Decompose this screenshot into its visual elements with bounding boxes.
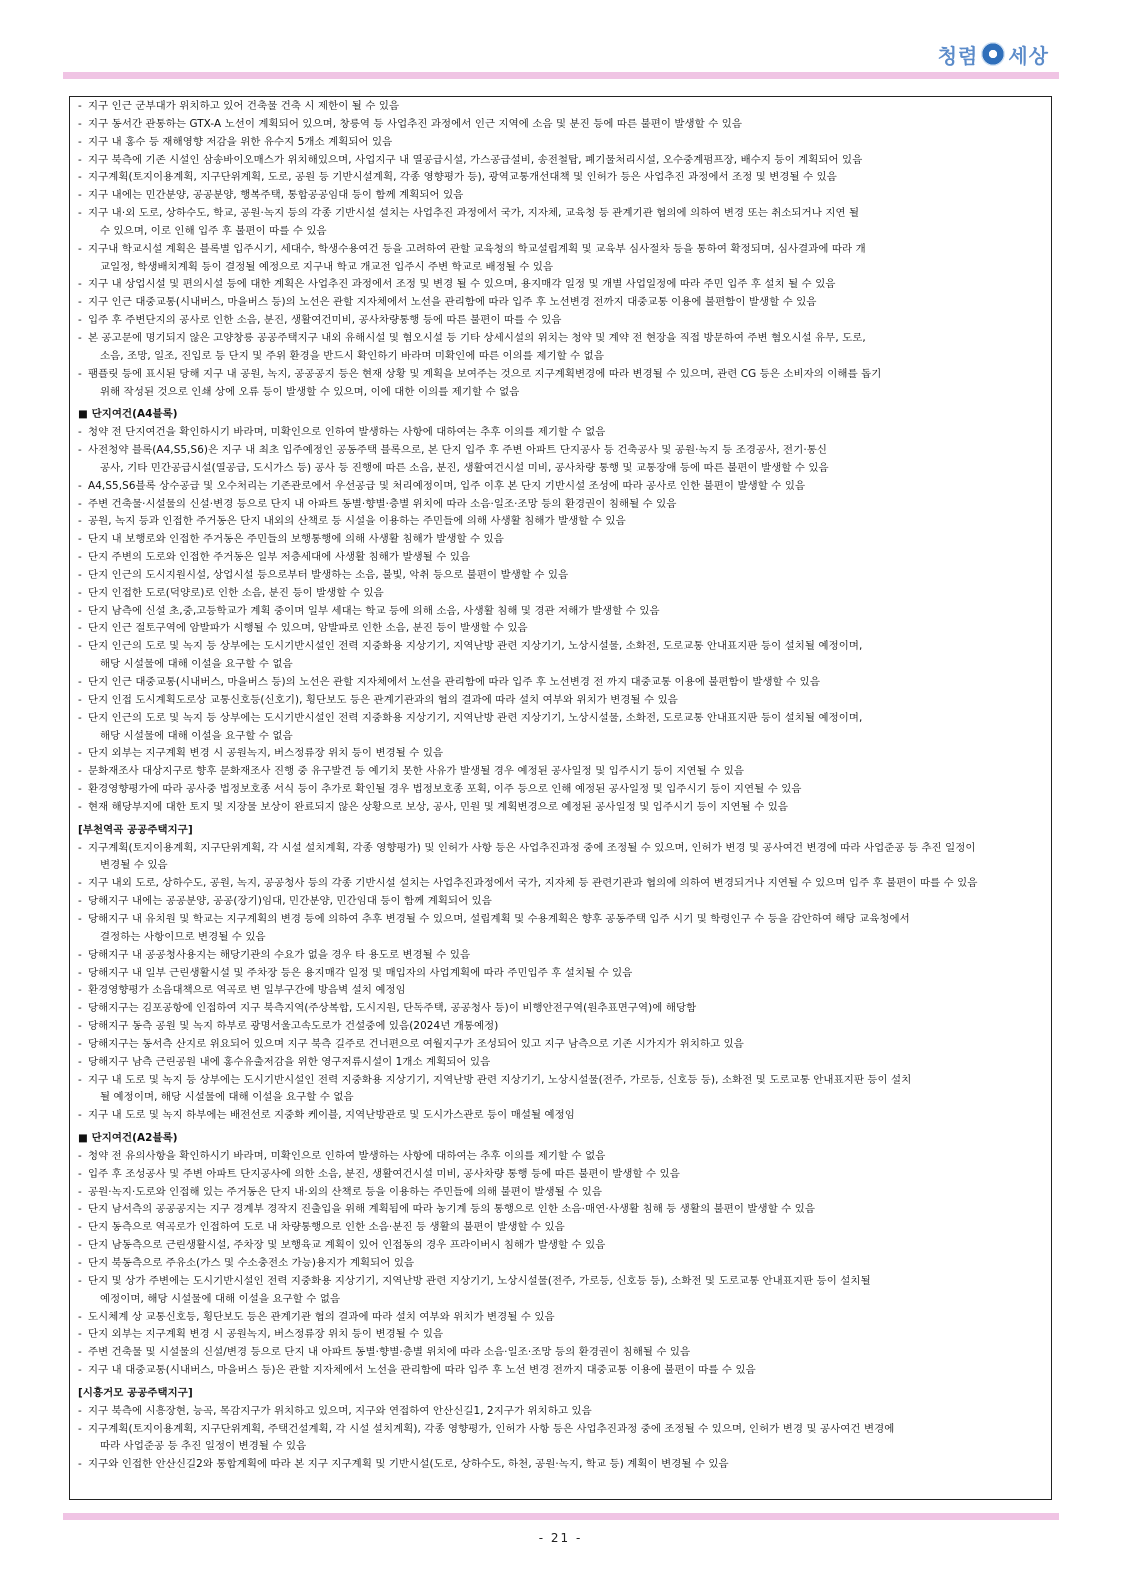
bullet-continuation: 될 예정이며, 해당 시설물에 대해 이설을 요구할 수 없음 xyxy=(100,1091,354,1104)
bullet-item: - 당해지구 내 유치원 및 학교는 지구계획의 변경 등에 의하여 추후 변경될 수 있으며, 설립계획 및 수용계획은 향후 공동주택 입주 시기 및 학령인구 수 등을 감안하여 해당 교육청에서 xyxy=(78,911,1043,929)
bullet-continuation: 수 있으며, 이로 인해 입주 후 불편이 따를 수 있음 xyxy=(100,224,327,237)
page-number: - 21 - xyxy=(538,1531,583,1545)
bullet-item: - 단지 내 보행로와 인접한 주거동은 주민들의 보행통행에 의해 사생활 침해가 발생할 수 있음 xyxy=(78,531,1043,549)
header-divider xyxy=(63,72,1059,79)
bullet-item: - 단지 인근 대중교통(시내버스, 마을버스 등)의 노선은 관할 지자체에서 노선을 관리함에 따라 입주 후 노선변경 전 까지 대중교통 이용에 불편함이 발생할 수 있음 xyxy=(78,674,1043,692)
bullet-item: - 당해지구 내 일부 근린생활시설 및 주차장 등은 용지매각 일정 및 매입자의 사업계획에 따라 주민입주 후 설치될 수 있음 xyxy=(78,965,1043,983)
logo-emblem-icon xyxy=(981,42,1005,66)
bullet-item: - 공원·녹지·도로와 인접해 있는 주거동은 단지 내·외의 산책로 등을 이용하는 주민들에 의해 불편이 발생될 수 있음 xyxy=(78,1184,1043,1202)
bullet-item: - A4,S5,S6블록 상수공급 및 오수처리는 기존관로에서 우선공급 및 처리예정이며, 입주 이후 본 단지 기반시설 조성에 따라 공사로 인한 불편이 발생할 수 있음 xyxy=(78,478,1043,496)
bullet-item: - 현재 해당부지에 대한 토지 및 지장물 보상이 완료되지 않은 상황으로 보상, 공사, 민원 및 계획변경으로 예정된 공사일정 및 입주시기 등이 지연될 수 있음 xyxy=(78,799,1043,817)
bullet-continuation: 위해 작성된 것으로 인쇄 상에 오류 등이 발생할 수 있으며, 이에 대한 이의를 제기할 수 없음 xyxy=(100,385,520,398)
bullet-item: - 지구 내·외 도로, 상하수도, 학교, 공원·녹지 등의 각종 기반시설 설치는 사업추진 과정에서 국가, 지자체, 교육청 등 관계기관 협의에 의하여 변경 또는 취소되거나 지연 될 xyxy=(78,205,1043,223)
bullet-item: - 단지 인근의 도로 및 녹지 등 상부에는 도시기반시설인 전력 지중화용 지상기기, 지역난방 관련 지상기기, 노상시설물, 소화전, 도로교통 안내표지판 등이 설치될 예정이며, xyxy=(78,638,1043,656)
bullet-item: - 지구계획(토지이용계획, 지구단위계획, 도로, 공원 등 기반시설계획, 각종 영향평가 등), 광역교통개선대책 및 인허가 등은 사업추진 과정에서 조정 및 변경될 수 있음 xyxy=(78,169,1043,187)
logo xyxy=(938,38,1049,70)
bullet-item: - 입주 후 주변단지의 공사로 인한 소음, 분진, 생활여건미비, 공사차량통행 등에 따른 불편이 따를 수 있음 xyxy=(78,312,1043,330)
section-heading: [부천역곡 공공주택지구] xyxy=(78,823,193,836)
bullet-item: - 지구 내외 도로, 상하수도, 공원, 녹지, 공공청사 등의 각종 기반시설 설치는 사업추진과정에서 국가, 지자체 등 관련기관과 협의에 의하여 변경되거나 지연될 수 있으며 입주 후 불편이 따를 수 있음 xyxy=(78,875,1043,893)
bullet-item: - 당해지구 내 공공청사용지는 해당기관의 수요가 없을 경우 타 용도로 변경될 수 있음 xyxy=(78,947,1043,965)
bullet-item: - 지구 내 도로 및 녹지 하부에는 배전선로 지중화 케이블, 지역난방관로 및 도시가스관로 등이 매설될 예정임 xyxy=(78,1107,1043,1125)
section-heading: ■ 단지여건(A2블록) xyxy=(78,1132,178,1145)
bullet-item: - 팸플릿 등에 표시된 당해 지구 내 공원, 녹지, 공공공지 등은 현재 상황 및 계획을 보여주는 것으로 지구계획변경에 따라 변경될 수 있으며, 관련 CG 등은 소비자의 이해를 돕기 xyxy=(78,366,1043,384)
logo-text-right: 세상 xyxy=(1008,43,1049,68)
bullet-item: - 단지 남측에 신설 초,중,고등학교가 계획 중이며 일부 세대는 학교 등에 의해 소음, 사생활 침해 및 경관 저해가 발생할 수 있음 xyxy=(78,603,1043,621)
bullet-item: - 본 공고문에 명기되지 않은 고양창릉 공공주택지구 내외 유해시설 및 혐오시설 등 기타 상세시설의 위치는 청약 및 계약 전 현장을 직접 방문하여 주변 혐오시설 유무, 도로, xyxy=(78,330,1043,348)
bullet-item: - 단지 인접한 도로(덕양로)로 인한 소음, 분진 등이 발생할 수 있음 xyxy=(78,585,1043,603)
bullet-item: - 단지 남서측의 공공공지는 지구 경계부 경작지 진출입을 위해 계획됨에 따라 농기계 등의 통행으로 인한 소음·매연·사생활 침해 등 생활의 불편이 발생할 수 있음 xyxy=(78,1201,1043,1219)
bullet-item: - 지구 인근 군부대가 위치하고 있어 건축물 건축 시 제한이 될 수 있음 xyxy=(78,98,1043,116)
bullet-item: - 환경영향평가 소음대책으로 역곡로 변 일부구간에 방음벽 설치 예정임 xyxy=(78,982,1043,1000)
bullet-continuation: 공사, 기타 민간공급시설(열공급, 도시가스 등) 공사 등 진행에 따른 소음, 분진, 생활여건시설 미비, 공사차량 통행 및 교통장애 등에 따른 불편이 발생할 수 있음 xyxy=(100,461,829,474)
bullet-item: - 단지 외부는 지구계획 변경 시 공원녹지, 버스정류장 위치 등이 변경될 수 있음 xyxy=(78,745,1043,763)
bullet-continuation: 해당 시설물에 대해 이설을 요구할 수 없음 xyxy=(100,658,293,671)
bullet-continuation: 변경될 수 있음 xyxy=(100,859,168,872)
footer-divider xyxy=(63,1513,1059,1520)
bullet-item: - 지구계획(토지이용계획, 지구단위계획, 주택건설계획, 각 시설 설치계획), 각종 영향평가, 인허가 사항 등은 사업추진과정 중에 조정될 수 있으며, 인허가 변경 및 공사여건 변경에 xyxy=(78,1421,1043,1439)
bullet-continuation: 교일정, 학생배치계획 등이 결정될 예정으로 지구내 학교 개교전 입주시 주변 학교로 배정될 수 있음 xyxy=(100,260,554,273)
bullet-item: - 지구 인근 대중교통(시내버스, 마을버스 등)의 노선은 관할 지자체에서 노선을 관리함에 따라 입주 후 노선변경 전까지 대중교통 이용에 불편함이 발생할 수 있음 xyxy=(78,294,1043,312)
bullet-item: - 문화재조사 대상지구로 향후 문화재조사 진행 중 유구발견 등 예기치 못한 사유가 발생될 경우 예정된 공사일정 및 입주시기 등이 지연될 수 있음 xyxy=(78,763,1043,781)
bullet-item: - 공원, 녹지 등과 인접한 주거동은 단지 내외의 산책로 등 시설을 이용하는 주민들에 의해 사생활 침해가 발생할 수 있음 xyxy=(78,513,1043,531)
bullet-item: - 지구 내 도로 및 녹지 등 상부에는 도시기반시설인 전력 지중화용 지상기기, 지역난방 관련 지상기기, 노상시설물(전주, 가로등, 신호등 등), 소화전 및 도로교통 안내표지판 등이 설치 xyxy=(78,1072,1043,1090)
bullet-item: - 지구 내 홍수 등 재해영향 저감을 위한 유수지 5개소 계획되어 있음 xyxy=(78,134,1043,152)
bullet-item: - 단지 및 상가 주변에는 도시기반시설인 전력 지중화용 지상기기, 지역난방 관련 지상기기, 노상시설물(전주, 가로등, 신호등 등), 소화전 및 도로교통 안내표지판 등이 설치될 xyxy=(78,1273,1043,1291)
bullet-item: - 지구 내 상업시설 및 편의시설 등에 대한 계획은 사업추진 과정에서 조정 및 변경 될 수 있으며, 용지매각 일정 및 개별 사업일정에 따라 주민 입주 후 설치 될 수 있음 xyxy=(78,276,1043,294)
section-heading: [시흥거모 공공주택지구] xyxy=(78,1386,193,1399)
bullet-item: - 단지 인접 도시계획도로상 교통신호등(신호기), 횡단보도 등은 관계기관과의 협의 결과에 따라 설치 여부와 위치가 변경될 수 있음 xyxy=(78,692,1043,710)
bullet-item: - 단지 인근 절토구역에 암발파가 시행될 수 있으며, 암발파로 인한 소음, 분진 등이 발생할 수 있음 xyxy=(78,620,1043,638)
bullet-item: - 지구 동서간 관통하는 GTX-A 노선이 계획되어 있으며, 창릉역 등 사업추진 과정에서 인근 지역에 소음 및 분진 등에 따른 불편이 발생할 수 있음 xyxy=(78,116,1043,134)
bullet-item: - 사전청약 블록(A4,S5,S6)은 지구 내 최초 입주예정인 공동주택 블록으로, 본 단지 입주 후 주변 아파트 단지공사 등 건축공사 및 공원·녹지 등 조경공사, 전기·통신 xyxy=(78,442,1043,460)
bullet-continuation: 따라 사업준공 등 추진 일정이 변경될 수 있음 xyxy=(100,1440,307,1453)
bullet-continuation: 소음, 조망, 일조, 진입로 등 단지 및 주위 환경을 반드시 확인하기 바라며 미확인에 따른 이의를 제기할 수 없음 xyxy=(100,349,604,362)
bullet-continuation: 예정이며, 해당 시설물에 대해 이설을 요구할 수 없음 xyxy=(100,1292,341,1305)
bullet-item: - 단지 남동측으로 근린생활시설, 주차장 및 보행육교 계획이 있어 인접동의 경우 프라이버시 침해가 발생할 수 있음 xyxy=(78,1237,1043,1255)
bullet-item: - 단지 외부는 지구계획 변경 시 공원녹지, 버스정류장 위치 등이 변경될 수 있음 xyxy=(78,1326,1043,1344)
bullet-item: - 지구 내 대중교통(시내버스, 마을버스 등)은 관할 지자체에서 노선을 관리함에 따라 입주 후 노선 변경 전까지 대중교통 이용에 불편이 따를 수 있음 xyxy=(78,1362,1043,1380)
bullet-item: - 당해지구는 동서측 산지로 위요되어 있으며 지구 북측 길주로 건너편으로 여월지구가 조성되어 있고 지구 남측으로 기존 시가지가 위치하고 있음 xyxy=(78,1036,1043,1054)
bullet-item: - 도시체계 상 교통신호등, 횡단보도 등은 관계기관 협의 결과에 따라 설치 여부와 위치가 변경될 수 있음 xyxy=(78,1309,1043,1327)
bullet-item: - 단지 동측으로 역곡로가 인접하여 도로 내 차량통행으로 인한 소음·분진 등 생활의 불편이 발생할 수 있음 xyxy=(78,1219,1043,1237)
bullet-item: - 단지 주변의 도로와 인접한 주거동은 일부 저층세대에 사생활 침해가 발생될 수 있음 xyxy=(78,549,1043,567)
logo-text-left: 청렴 xyxy=(937,43,979,68)
bullet-item: - 단지 북동측으로 주유소(가스 및 수소충전소 가능)용지가 계획되어 있음 xyxy=(78,1255,1043,1273)
bullet-item: - 주변 건축물·시설물의 신설·변경 등으로 단지 내 아파트 동별·향별·층별 위치에 따라 소음·일조·조망 등의 환경권이 침해될 수 있음 xyxy=(78,496,1043,514)
bullet-item: - 당해지구 동측 공원 및 녹지 하부로 광명서울고속도로가 건설중에 있음(2024년 개통예정) xyxy=(78,1018,1043,1036)
bullet-item: - 당해지구 남측 근린공원 내에 홍수유출저감을 위한 영구저류시설이 1개소 계획되어 있음 xyxy=(78,1054,1043,1072)
bullet-item: - 지구 북측에 시흥장현, 능곡, 목감지구가 위치하고 있으며, 지구와 연접하여 안산신길1, 2지구가 위치하고 있음 xyxy=(78,1403,1043,1421)
bullet-item: - 청약 전 단지여건을 확인하시기 바라며, 미확인으로 인하여 발생하는 사항에 대하여는 추후 이의를 제기할 수 없음 xyxy=(78,424,1043,442)
bullet-item: - 단지 인근의 도로 및 녹지 등 상부에는 도시기반시설인 전력 지중화용 지상기기, 지역난방 관련 지상기기, 노상시설물, 소화전, 도로교통 안내표지판 등이 설치될 예정이며, xyxy=(78,710,1043,728)
bullet-item: - 지구내 학교시설 계획은 블록별 입주시기, 세대수, 학생수용여건 등을 고려하여 관할 교육청의 학교설립계획 및 교육부 심사절차 등을 통하여 확정되며, 심사결과에 따라 개 xyxy=(78,241,1043,259)
bullet-item: - 지구 북측에 기존 시설인 삼송바이오매스가 위치해있으며, 사업지구 내 열공급시설, 가스공급설비, 송전철탑, 폐기물처리시설, 오수중계펌프장, 배수지 등이 계획되어 있음 xyxy=(78,152,1043,170)
bullet-item: - 당해지구 내에는 공공분양, 공공(장기)임대, 민간분양, 민간임대 등이 함께 계획되어 있음 xyxy=(78,893,1043,911)
bullet-item: - 주변 건축물 및 시설물의 신설/변경 등으로 단지 내 아파트 동별·향별·층별 위치에 따라 소음·일조·조망 등의 환경권이 침해될 수 있음 xyxy=(78,1344,1043,1362)
bullet-item: - 지구계획(토지이용계획, 지구단위계획, 각 시설 설치계획, 각종 영향평가) 및 인허가 사항 등은 사업추진과정 중에 조정될 수 있으며, 인허가 변경 및 공사여건 변경에 따라 사업준공 등 추진 일정이 xyxy=(78,840,1043,858)
section-heading: ■ 단지여건(A4블록) xyxy=(78,408,178,421)
bullet-item: - 당해지구는 김포공항에 인접하여 지구 북측지역(주상복합, 도시지원, 단독주택, 공공청사 등)이 비행안전구역(원추표면구역)에 해당함 xyxy=(78,1000,1043,1018)
bullet-item: - 지구와 인접한 안산신길2와 통합계획에 따라 본 지구 지구계획 및 기반시설(도로, 상하수도, 하천, 공원·녹지, 학교 등) 계획이 변경될 수 있음 xyxy=(78,1456,1043,1474)
bullet-item: - 환경영향평가에 따라 공사중 법정보호종 서식 등이 추가로 확인될 경우 법정보호종 포획, 이주 등으로 인해 예정된 공사일정 및 입주시기 등이 지연될 수 있음 xyxy=(78,781,1043,799)
bullet-item: - 지구 내에는 민간분양, 공공분양, 행복주택, 통합공공임대 등이 함께 계획되어 있음 xyxy=(78,187,1043,205)
bullet-item: - 단지 인근의 도시지원시설, 상업시설 등으로부터 발생하는 소음, 불빛, 악취 등으로 불편이 발생할 수 있음 xyxy=(78,567,1043,585)
notice-content-box xyxy=(69,96,1052,1500)
bullet-continuation: 결정하는 사항이므로 변경될 수 있음 xyxy=(100,930,266,943)
bullet-continuation: 해당 시설물에 대해 이설을 요구할 수 없음 xyxy=(100,729,293,742)
bullet-item: - 청약 전 유의사항을 확인하시기 바라며, 미확인으로 인하여 발생하는 사항에 대하여는 추후 이의를 제기할 수 없음 xyxy=(78,1148,1043,1166)
bullet-item: - 입주 후 조성공사 및 주변 아파트 단지공사에 의한 소음, 분진, 생활여건시설 미비, 공사차량 통행 등에 따른 불편이 발생할 수 있음 xyxy=(78,1166,1043,1184)
